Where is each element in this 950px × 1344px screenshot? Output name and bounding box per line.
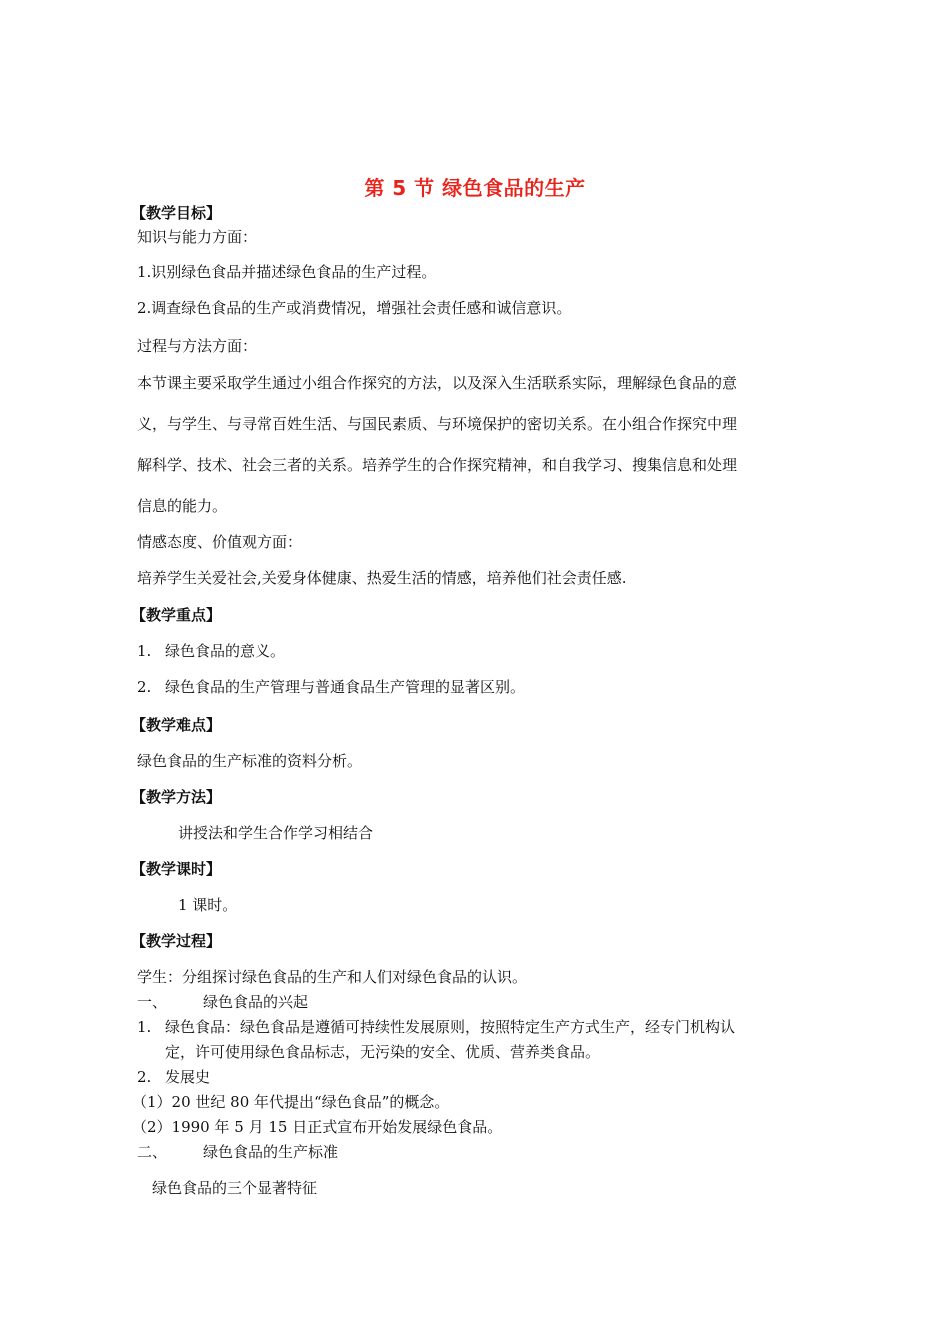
key-points-heading: 【教学重点】: [131, 606, 222, 624]
section-title: 绿色食品的兴起: [203, 993, 309, 1011]
methods-text: 讲授法和学生合作学习相结合: [178, 824, 374, 842]
methods-heading: 【教学方法】: [131, 788, 222, 806]
objectives-heading: 【教学目标】: [131, 204, 222, 222]
difficulties-text: 绿色食品的生产标准的资料分析。: [137, 752, 363, 770]
list-item: [137, 1017, 735, 1037]
process-line: 信息的能力。: [137, 497, 228, 515]
list-text-continued: 定，许可使用绿色食品标志，无污染的安全、优质、营养类食品。: [165, 1043, 601, 1061]
hours-heading: 【教学课时】: [131, 860, 222, 878]
features-text: 绿色食品的三个显著特征: [152, 1179, 318, 1197]
section-number: 二、: [137, 1143, 168, 1161]
list-text: 绿色食品：绿色食品是遵循可持续性发展原则，按照特定生产方式生产，经专门机构认: [165, 1018, 736, 1036]
history-item: （2）1990 年 5 月 15 日正式宣布开始发展绿色食品。: [132, 1118, 503, 1136]
process-intro: 学生：分组探讨绿色食品的生产和人们对绿色食品的认识。: [137, 968, 528, 986]
key-point-item: [137, 641, 285, 661]
key-point-item: [137, 677, 525, 697]
section-heading: [137, 1142, 338, 1162]
list-number: 2.: [137, 678, 152, 696]
section-heading: [137, 992, 308, 1012]
list-text: 绿色食品的生产管理与普通食品生产管理的显著区别。: [165, 678, 526, 696]
difficulties-heading: 【教学难点】: [131, 716, 222, 734]
process-line: 本节课主要采取学生通过小组合作探究的方法，以及深入生活联系实际，理解绿色食品的意: [137, 374, 738, 392]
list-number: 2.: [137, 1068, 152, 1086]
knowledge-item: 2.调查绿色食品的生产或消费情况，增强社会责任感和诚信意识。: [137, 299, 572, 317]
emotion-text: 培养学生关爱社会,关爱身体健康、热爱生活的情感，培养他们社会责任感.: [137, 569, 627, 587]
hours-text: 1 课时。: [178, 896, 238, 914]
section-number: 一、: [137, 993, 168, 1011]
section-title: 绿色食品的生产标准: [203, 1143, 339, 1161]
page-title: 第 5 节 绿色食品的生产: [364, 176, 586, 200]
process-heading: 【教学过程】: [131, 932, 222, 950]
list-number: 1.: [137, 642, 152, 660]
list-text: 绿色食品的意义。: [165, 642, 286, 660]
emotion-label: 情感态度、价值观方面：: [137, 533, 303, 551]
list-item: [137, 1067, 210, 1087]
knowledge-label: 知识与能力方面：: [137, 228, 258, 246]
process-line: 解科学、技术、社会三者的关系。培养学生的合作探究精神，和自我学习、搜集信息和处理: [137, 456, 738, 474]
history-item: （1）20 世纪 80 年代提出“绿色食品”的概念。: [132, 1093, 450, 1111]
knowledge-item: 1.识别绿色食品并描述绿色食品的生产过程。: [137, 263, 437, 281]
list-number: 1.: [137, 1018, 152, 1036]
list-text: 发展史: [165, 1068, 211, 1086]
process-line: 义，与学生、与寻常百姓生活、与国民素质、与环境保护的密切关系。在小组合作探究中理: [137, 415, 738, 433]
process-label: 过程与方法方面：: [137, 337, 258, 355]
